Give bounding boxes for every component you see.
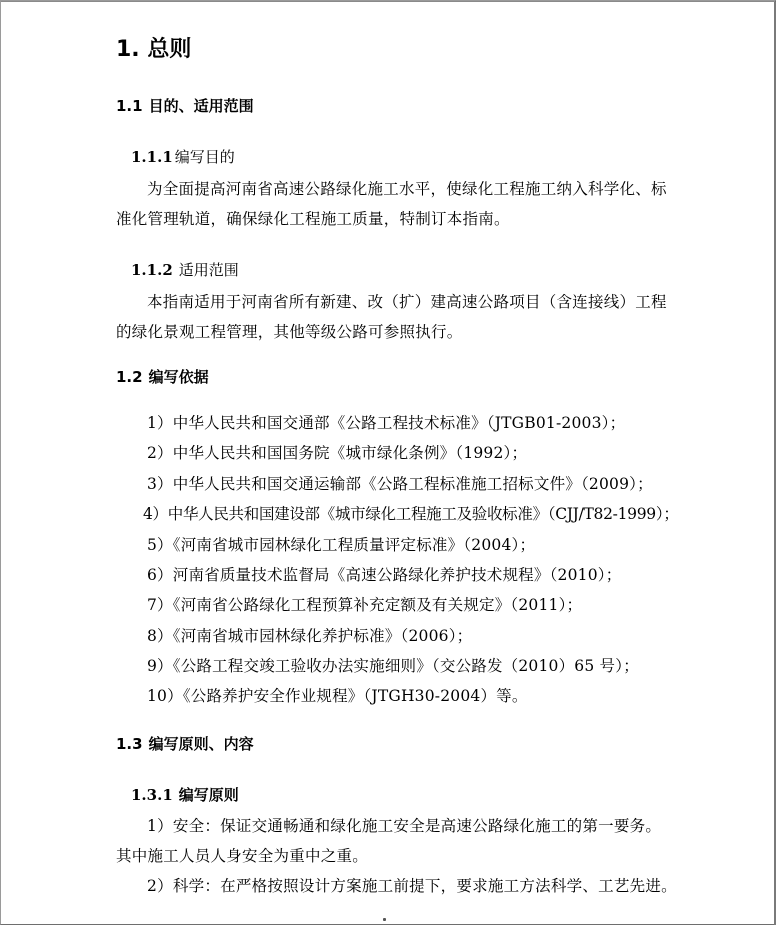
section-title: 编写依据 [148, 368, 209, 386]
subsection-number: 1.1.2 [131, 261, 173, 279]
paragraph-line: 为全面提高河南省高速公路绿化施工水平，使绿化工程施工纳入科学化、标 [147, 180, 667, 198]
section-number: 1.3 [116, 735, 143, 753]
paragraph-line: 的绿化景观工程管理，其他等级公路可参照执行。 [116, 323, 463, 341]
paragraph-line: 本指南适用于河南省所有新建、改（扩）建高速公路项目（含连接线）工程 [147, 293, 667, 311]
list-item: 9）《公路工程交竣工验收办法实施细则》（交公路发（2010）65 号）； [147, 657, 639, 675]
subsection-heading-1-3-1 [131, 785, 239, 805]
list-item: 1）中华人民共和国交通部《公路工程技术标准》（JTGB01-2003）； [147, 414, 626, 432]
section-heading-1-2 [116, 367, 209, 387]
list-item: 8）《河南省城市园林绿化养护标准》（2006）； [147, 627, 473, 645]
subsection-heading-1-1-2 [131, 260, 239, 280]
section-heading-1-3 [116, 734, 254, 754]
paragraph-line: 1）安全：保证交通畅通和绿化施工安全是高速公路绿化施工的第一要务。 [147, 817, 662, 835]
section-title: 编写原则、内容 [148, 735, 254, 753]
section-number: 1.1 [116, 97, 143, 115]
subsection-title: 适用范围 [178, 261, 239, 279]
subsection-number: 1.3.1 [131, 786, 173, 804]
list-item: 2）中华人民共和国国务院《城市绿化条例》（1992）； [147, 444, 528, 462]
subsection-title: 编写原则 [178, 786, 239, 804]
subsection-title: 编写目的 [174, 148, 235, 166]
page-bottom-mark [383, 918, 386, 921]
section-number: 1.2 [116, 368, 143, 386]
subsection-heading-1-1-1 [131, 147, 235, 167]
list-item: 7）《河南省公路绿化工程预算补充定额及有关规定》（2011）； [147, 596, 583, 614]
section-heading-1-1 [116, 96, 254, 116]
list-item: 4）中华人民共和国建设部《城市绿化工程施工及验收标准》（CJJ/T82-1999）； [143, 505, 679, 523]
paragraph-line: 准化管理轨道，确保绿化工程施工质量，特制订本指南。 [116, 210, 510, 228]
chapter-heading: 1. 总则 [116, 37, 192, 62]
paragraph-line: 2）科学：在严格按照设计方案施工前提下，要求施工方法科学、工艺先进。 [147, 877, 677, 895]
list-item: 3）中华人民共和国交通运输部《公路工程标准施工招标文件》（2009）； [147, 475, 653, 493]
list-item: 6）河南省质量技术监督局《高速公路绿化养护技术规程》（2010）； [147, 566, 622, 584]
subsection-number: 1.1.1 [131, 148, 173, 166]
paragraph-line: 其中施工人员人身安全为重中之重。 [116, 847, 369, 865]
list-item: 5）《河南省城市园林绿化工程质量评定标准》（2004）； [147, 536, 536, 554]
section-title: 目的、适用范围 [148, 97, 254, 115]
list-item: 10）《公路养护安全作业规程》（JTGH30-2004）等。 [147, 687, 528, 705]
